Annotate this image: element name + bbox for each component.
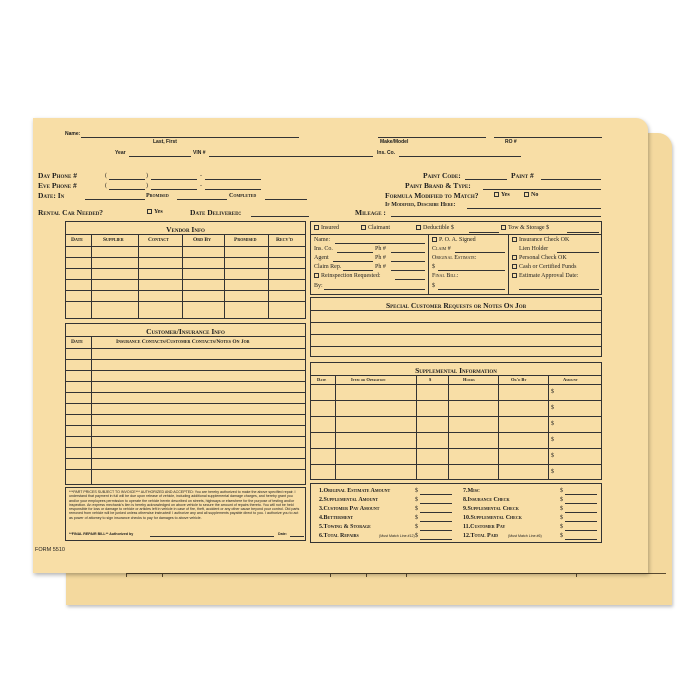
name-label: Name: (65, 131, 81, 137)
reinspection-line[interactable] (395, 279, 425, 280)
year-line (129, 156, 191, 157)
cash-certified[interactable] (512, 264, 577, 270)
col-divider (224, 234, 225, 318)
insured-checkbox[interactable] (314, 225, 319, 230)
poa-label: P. O. A. Signed (439, 237, 476, 243)
supplemental-title: Supplemental Information (415, 366, 497, 375)
check-insured[interactable] (314, 225, 339, 231)
make-model-line (378, 137, 486, 138)
rental-yes-label: Yes (154, 209, 163, 215)
total-line-2: 2.Supplemental Amount (319, 497, 379, 503)
deductible-line[interactable] (469, 232, 499, 233)
paint-code-line[interactable] (465, 179, 507, 180)
formula-no[interactable] (524, 192, 538, 198)
paint-brand-line[interactable] (483, 189, 601, 190)
row-divider (66, 348, 305, 349)
total-dollar: $ (560, 497, 563, 503)
total-dollar: $ (560, 488, 563, 494)
row-divider (66, 381, 305, 382)
vendor-col-date: Date (71, 237, 83, 243)
row-divider (311, 346, 601, 347)
total-amount-line[interactable] (565, 503, 597, 504)
lien-holder-label: Lien Holder (519, 246, 549, 252)
final-bill-dollar: $ (432, 283, 435, 289)
personal-check-ok[interactable] (512, 255, 567, 261)
insured-by-label: By: (314, 283, 323, 289)
row-divider (311, 416, 601, 417)
total-line-9: 9.Supplemental Check (463, 506, 519, 512)
col-divider (182, 234, 183, 318)
insured-ins-co-line[interactable] (337, 252, 373, 253)
total-line-10: 10.Supplemental Check (463, 515, 522, 521)
cash-certified-checkbox[interactable] (512, 264, 517, 269)
reinspection-checkbox[interactable] (314, 273, 319, 278)
row-divider (311, 448, 601, 449)
estimate-approval-checkbox[interactable] (512, 273, 517, 278)
total-line-12: 12.Total Paid (463, 533, 499, 539)
day-area-line[interactable] (109, 179, 145, 180)
total-dollar: $ (560, 515, 563, 521)
mileage-label: Mileage : (355, 208, 386, 217)
vin-label: VIN # (193, 150, 206, 156)
promised-line[interactable] (177, 199, 227, 200)
if-modified-line[interactable] (467, 208, 601, 209)
row-divider (311, 334, 601, 335)
amount-dollar: $ (551, 453, 554, 459)
final-repair-bill-label: **FINAL REPAIR BILL** Authorized by (69, 532, 134, 536)
ins-co-label: Ins. Co. (377, 150, 396, 156)
amount-dollar: $ (551, 437, 554, 443)
lien-holder-line[interactable] (557, 252, 599, 253)
customer-info-table (65, 323, 306, 485)
total-dollar: $ (415, 524, 418, 530)
authorization-text: ***PART PRICES SUBJECT TO INVOICE*** AUTHORIZED AND ACCEPTED: You are hereby authorized to make the above specified repair. I understand that payment in full will be due upon release of vehicle, including additional supplemental damage charges, and hereby grant you and/or your employees permission to operate the vehicle herein described on streets, highways or elsewhere for the purpose of testing and/or inspection. An express mechanic's lien is hereby acknowledged on above vehicle to secure the amount of repairs thereto. You will not be held responsible for loss or damage to vehicle or articles left in vehicle in case of fire, theft, accident or any other cause beyond your control. Old parts removed from vehicle will be junked unless otherwise instructed! I authorize any and all supplements payable direct to you. I authorize you to act as power of attorney to sign insurance checks to pay for damages to above vehicle. (69, 490, 300, 520)
insured-ph-line[interactable] (391, 252, 425, 253)
total-line-6: 6.Total Repairs (319, 533, 359, 539)
row-divider (66, 268, 305, 269)
insured-check-label: Insured (321, 225, 339, 231)
poa-checkbox[interactable] (432, 237, 437, 242)
customer-col-notes: Insurance Contacts/Customer Contacts/Notes On Job (116, 339, 250, 345)
folder-front-panel (33, 118, 648, 573)
eve-phone-paren: ) (146, 183, 148, 189)
row-divider (66, 359, 305, 360)
row-divider (66, 290, 305, 291)
personal-check-checkbox[interactable] (512, 255, 517, 260)
col-divider (428, 234, 429, 294)
vendor-info-table (65, 221, 306, 319)
eve-phone-line[interactable] (151, 189, 197, 190)
row-divider (66, 370, 305, 371)
vin-line (209, 156, 373, 157)
rental-yes-checkbox[interactable] (147, 209, 152, 214)
insured-agent-label: Agent (314, 255, 329, 261)
eve-area-line[interactable] (109, 189, 145, 190)
total-dollar: $ (415, 488, 418, 494)
insured-info-box (310, 221, 602, 295)
back-strip-line (126, 573, 666, 574)
row-divider (66, 425, 305, 426)
total-amount-line[interactable] (420, 503, 452, 504)
col-divider (268, 234, 269, 318)
date-delivered-label: Date Delivered: (190, 208, 242, 217)
row-divider (66, 301, 305, 302)
deductible-check-label: Deductible $ (423, 225, 454, 231)
row-divider (66, 414, 305, 415)
authorized-by-line[interactable] (150, 536, 274, 537)
total-dollar: $ (560, 524, 563, 530)
row-divider (66, 469, 305, 470)
paint-num-label: Paint # (511, 171, 534, 180)
supplemental-info-table (310, 362, 602, 480)
paint-code-label: Paint Code: (423, 171, 461, 180)
insurance-check-label: Insurance Check OK (519, 237, 570, 243)
row-divider (66, 279, 305, 280)
insured-claim-rep-line[interactable] (343, 270, 373, 271)
supp-col-date: Date (317, 377, 327, 382)
estimate-approval[interactable] (512, 273, 578, 279)
claimant-check-label: Claimant (368, 225, 390, 231)
cash-certified-label: Cash or Certified Funds (519, 264, 577, 270)
row-divider (311, 400, 601, 401)
form-number: FORM 5510 (35, 547, 65, 553)
insured-ph-label: Ph # (375, 264, 386, 270)
total-dollar: $ (560, 533, 563, 539)
eve-phone-line[interactable] (205, 189, 261, 190)
formula-yes-checkbox[interactable] (494, 192, 499, 197)
col-divider (91, 234, 92, 318)
row-divider (311, 375, 601, 376)
col-divider (138, 234, 139, 318)
supp-col-hours: Hours (463, 377, 475, 382)
total-amount-line[interactable] (565, 539, 597, 540)
check-claimant[interactable] (361, 225, 390, 231)
date-delivered-line[interactable] (251, 216, 309, 217)
total-dollar: $ (415, 506, 418, 512)
original-estimate-label: Original Estimate: (432, 255, 477, 261)
total-line-12-note: (Must Match Line #6) (508, 534, 542, 538)
vendor-info-title: Vendor Info (166, 225, 205, 234)
formula-yes-label: Yes (501, 192, 510, 198)
row-divider (66, 336, 305, 337)
row-divider (66, 246, 305, 247)
vendor-col-contact: Contact (148, 237, 169, 243)
total-dollar: $ (560, 506, 563, 512)
personal-check-label: Personal Check OK (519, 255, 567, 261)
row-divider (66, 234, 305, 235)
total-line-11: 11.Customer Pay (463, 524, 506, 530)
year-label: Year (115, 150, 126, 156)
insurance-check-checkbox[interactable] (512, 237, 517, 242)
final-bill-label: Final Bill: (432, 273, 459, 279)
total-dollar: $ (415, 497, 418, 503)
ro-label: RO # (505, 139, 517, 145)
tow-storage-line[interactable] (567, 232, 599, 233)
total-amount-line[interactable] (565, 521, 597, 522)
reinspection-requested[interactable] (314, 273, 381, 279)
original-estimate-line[interactable] (438, 270, 505, 271)
row-divider (311, 234, 601, 235)
special-requests-title: Special Customer Requests or Notes On Job (385, 301, 527, 310)
ro-line (494, 137, 602, 138)
day-phone-label: Day Phone # (38, 171, 77, 180)
eve-phone-dash: - (200, 183, 202, 189)
total-line-1: 1.Original Estimate Amount (319, 488, 391, 494)
supp-col-amount: Amount (563, 377, 578, 382)
final-bill-line[interactable] (438, 289, 505, 290)
total-dollar: $ (415, 515, 418, 521)
row-divider (311, 384, 601, 385)
row-divider (66, 458, 305, 459)
insured-ph-line[interactable] (391, 270, 425, 271)
total-amount-line[interactable] (565, 512, 597, 513)
eve-phone-paren: ( (105, 183, 107, 189)
day-phone-dash: - (200, 173, 202, 179)
tow-storage-check-label: Tow & Storage $ (508, 225, 550, 231)
estimate-approval-line[interactable] (519, 289, 599, 290)
eve-phone-label: Eve Phone # (38, 181, 77, 190)
make-model-label: Make/Model (380, 139, 409, 145)
auth-date-label: Date: (278, 532, 287, 536)
vendor-col-promised: Promised (234, 237, 257, 243)
paint-num-line[interactable] (541, 179, 601, 180)
insured-name-line[interactable] (335, 243, 425, 244)
amount-dollar: $ (551, 469, 554, 475)
deductible-checkbox[interactable] (416, 225, 421, 230)
completed-label: Completed (229, 193, 257, 199)
insured-agent-line[interactable] (333, 261, 373, 262)
formula-no-label: No (531, 192, 539, 198)
day-phone-paren: ) (146, 173, 148, 179)
formula-yes[interactable] (494, 192, 510, 198)
rental-car-label: Rental Car Needed? (38, 208, 104, 217)
total-line-8: 8.Insurance Check (463, 497, 510, 503)
supp-col-okd-by: Ok'd By (511, 377, 527, 382)
total-amount-line[interactable] (565, 494, 597, 495)
total-amount-line[interactable] (420, 530, 452, 531)
date-in-label: Date: In (38, 191, 65, 200)
amount-dollar: $ (551, 389, 554, 395)
vendor-col-supplier: Supplier (103, 237, 124, 243)
auth-date-line[interactable] (290, 536, 304, 537)
insurance-check-ok[interactable] (512, 237, 569, 243)
customer-info-title: Customer/Insurance Info (146, 327, 225, 336)
amount-dollar: $ (551, 405, 554, 411)
insured-claim-rep-label: Claim Rep. (314, 264, 342, 270)
row-divider (66, 447, 305, 448)
total-line-6-note: (Must Match Line #12) (379, 534, 415, 538)
total-amount-line[interactable] (420, 494, 452, 495)
formula-no-checkbox[interactable] (524, 192, 529, 197)
customer-col-date: Date (71, 339, 83, 345)
total-line-5: 5.Towing & Storage (319, 524, 371, 530)
claimant-checkbox[interactable] (361, 225, 366, 230)
row-divider (311, 310, 601, 311)
total-amount-line[interactable] (420, 512, 452, 513)
tow-storage-checkbox[interactable] (501, 225, 506, 230)
total-dollar: $ (415, 533, 418, 539)
insured-ph-label: Ph # (375, 246, 386, 252)
row-divider (66, 403, 305, 404)
formula-modified-label: Formula Modified to Match? (385, 191, 479, 200)
day-phone-line[interactable] (151, 179, 197, 180)
claim-num-line[interactable] (455, 252, 505, 253)
mileage-line[interactable] (391, 216, 601, 217)
vendor-col-ord-by: Ord By (193, 237, 211, 243)
row-divider (66, 392, 305, 393)
row-divider (311, 322, 601, 323)
insured-ph-line[interactable] (391, 261, 425, 262)
poa-signed[interactable] (432, 237, 476, 243)
supp-col-item: Item or Operation (351, 377, 386, 382)
check-tow-storage[interactable] (501, 225, 549, 231)
rental-yes[interactable] (147, 209, 163, 215)
completed-line[interactable] (265, 199, 307, 200)
amount-dollar: $ (551, 421, 554, 427)
estimate-approval-label: Estimate Approval Date: (519, 273, 579, 279)
last-first-label: Last, First (153, 139, 177, 145)
reinspection-label: Reinspection Requested: (321, 273, 381, 279)
total-line-4: 4.Betterment (319, 515, 354, 521)
name-line (81, 137, 299, 138)
original-estimate-dollar: $ (432, 264, 435, 270)
ins-co-line (399, 156, 521, 157)
insured-by-line[interactable] (324, 289, 425, 290)
if-modified-label: If Modified, Describe Here: (385, 202, 456, 208)
paint-brand-label: Paint Brand & Type: (405, 181, 471, 190)
day-phone-paren: ( (105, 173, 107, 179)
insured-ins-co-label: Ins. Co. (314, 246, 333, 252)
authorization-box (65, 487, 306, 541)
claim-num-label: Claim # (432, 246, 451, 252)
day-phone-line[interactable] (205, 179, 261, 180)
date-in-line[interactable] (85, 199, 145, 200)
row-divider (66, 436, 305, 437)
row-divider (311, 432, 601, 433)
totals-box (310, 483, 602, 543)
col-divider (508, 234, 509, 294)
vendor-col-recvd: Recv'd (276, 237, 293, 243)
check-deductible[interactable] (416, 225, 454, 231)
insured-name-label: Name: (314, 237, 330, 243)
total-line-3: 3.Customer Pay Amount (319, 506, 380, 512)
promised-label: Promised (146, 193, 169, 199)
total-amount-line[interactable] (420, 539, 452, 540)
total-line-7: 7.Misc (463, 488, 480, 494)
special-requests-box (310, 297, 602, 357)
total-amount-line[interactable] (565, 530, 597, 531)
total-amount-line[interactable] (420, 521, 452, 522)
row-divider (311, 464, 601, 465)
insured-ph-label: Ph # (375, 255, 386, 261)
supp-col-dollar: $ (429, 377, 432, 382)
row-divider (66, 257, 305, 258)
